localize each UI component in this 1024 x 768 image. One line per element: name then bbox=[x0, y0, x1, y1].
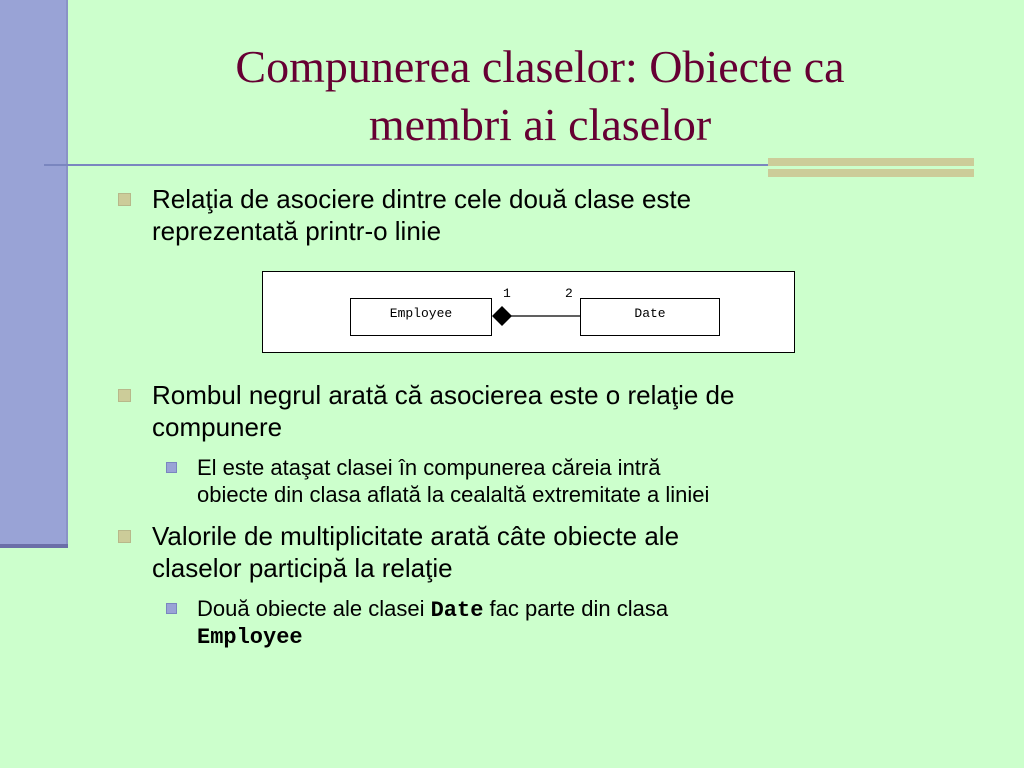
bullet-marker bbox=[118, 193, 131, 206]
multiplicity-date: 2 bbox=[565, 286, 573, 301]
accent-bar-bottom bbox=[768, 169, 974, 177]
code-date: Date bbox=[430, 598, 484, 623]
sub-bullet-text-line: obiecte din clasa aflată la cealaltă extremitate a liniei bbox=[197, 482, 710, 507]
multiplicity-employee: 1 bbox=[503, 286, 511, 301]
accent-bar-top bbox=[768, 158, 974, 166]
uml-class-date: Date bbox=[580, 298, 720, 336]
sub-bullet-text-middle: fac parte din clasa bbox=[483, 596, 669, 621]
slide-title-line-1: Compunerea claselor: Obiecte ca bbox=[235, 41, 845, 92]
bullet-marker bbox=[118, 530, 131, 543]
bullet-text-line: Relaţia de asociere dintre cele două clase este bbox=[152, 184, 692, 214]
uml-association bbox=[263, 272, 794, 352]
side-decoration-bar-edge bbox=[66, 0, 68, 548]
sub-bullet-text-prefix: Două obiecte ale clasei bbox=[197, 596, 431, 621]
bullet-text-line: reprezentată printr-o linie bbox=[152, 216, 442, 246]
slide-title-line-2: membri ai claselor bbox=[368, 99, 712, 150]
side-decoration-bar bbox=[0, 0, 66, 546]
sub-bullet-marker bbox=[166, 462, 177, 473]
slide-title bbox=[130, 38, 950, 154]
composition-diamond-icon bbox=[492, 306, 512, 326]
bullet-marker bbox=[118, 389, 131, 402]
code-employee: Employee bbox=[197, 625, 303, 650]
uml-diagram bbox=[262, 271, 795, 353]
bullet-text-line: claselor participă la relaţie bbox=[152, 553, 453, 583]
side-decoration-bar-bottom bbox=[0, 544, 68, 548]
uml-class-employee: Employee bbox=[350, 298, 492, 336]
bullet-text-line: Rombul negrul arată că asocierea este o relaţie de bbox=[152, 380, 735, 410]
bullet-text-line: compunere bbox=[152, 412, 283, 442]
bullet-text-line: Valorile de multiplicitate arată câte obiecte ale bbox=[152, 521, 680, 551]
sub-bullet-marker bbox=[166, 603, 177, 614]
sub-bullet-text-line: El este ataşat clasei în compunerea căreia intră bbox=[197, 455, 661, 480]
sub-bullet-text-line bbox=[197, 595, 668, 624]
